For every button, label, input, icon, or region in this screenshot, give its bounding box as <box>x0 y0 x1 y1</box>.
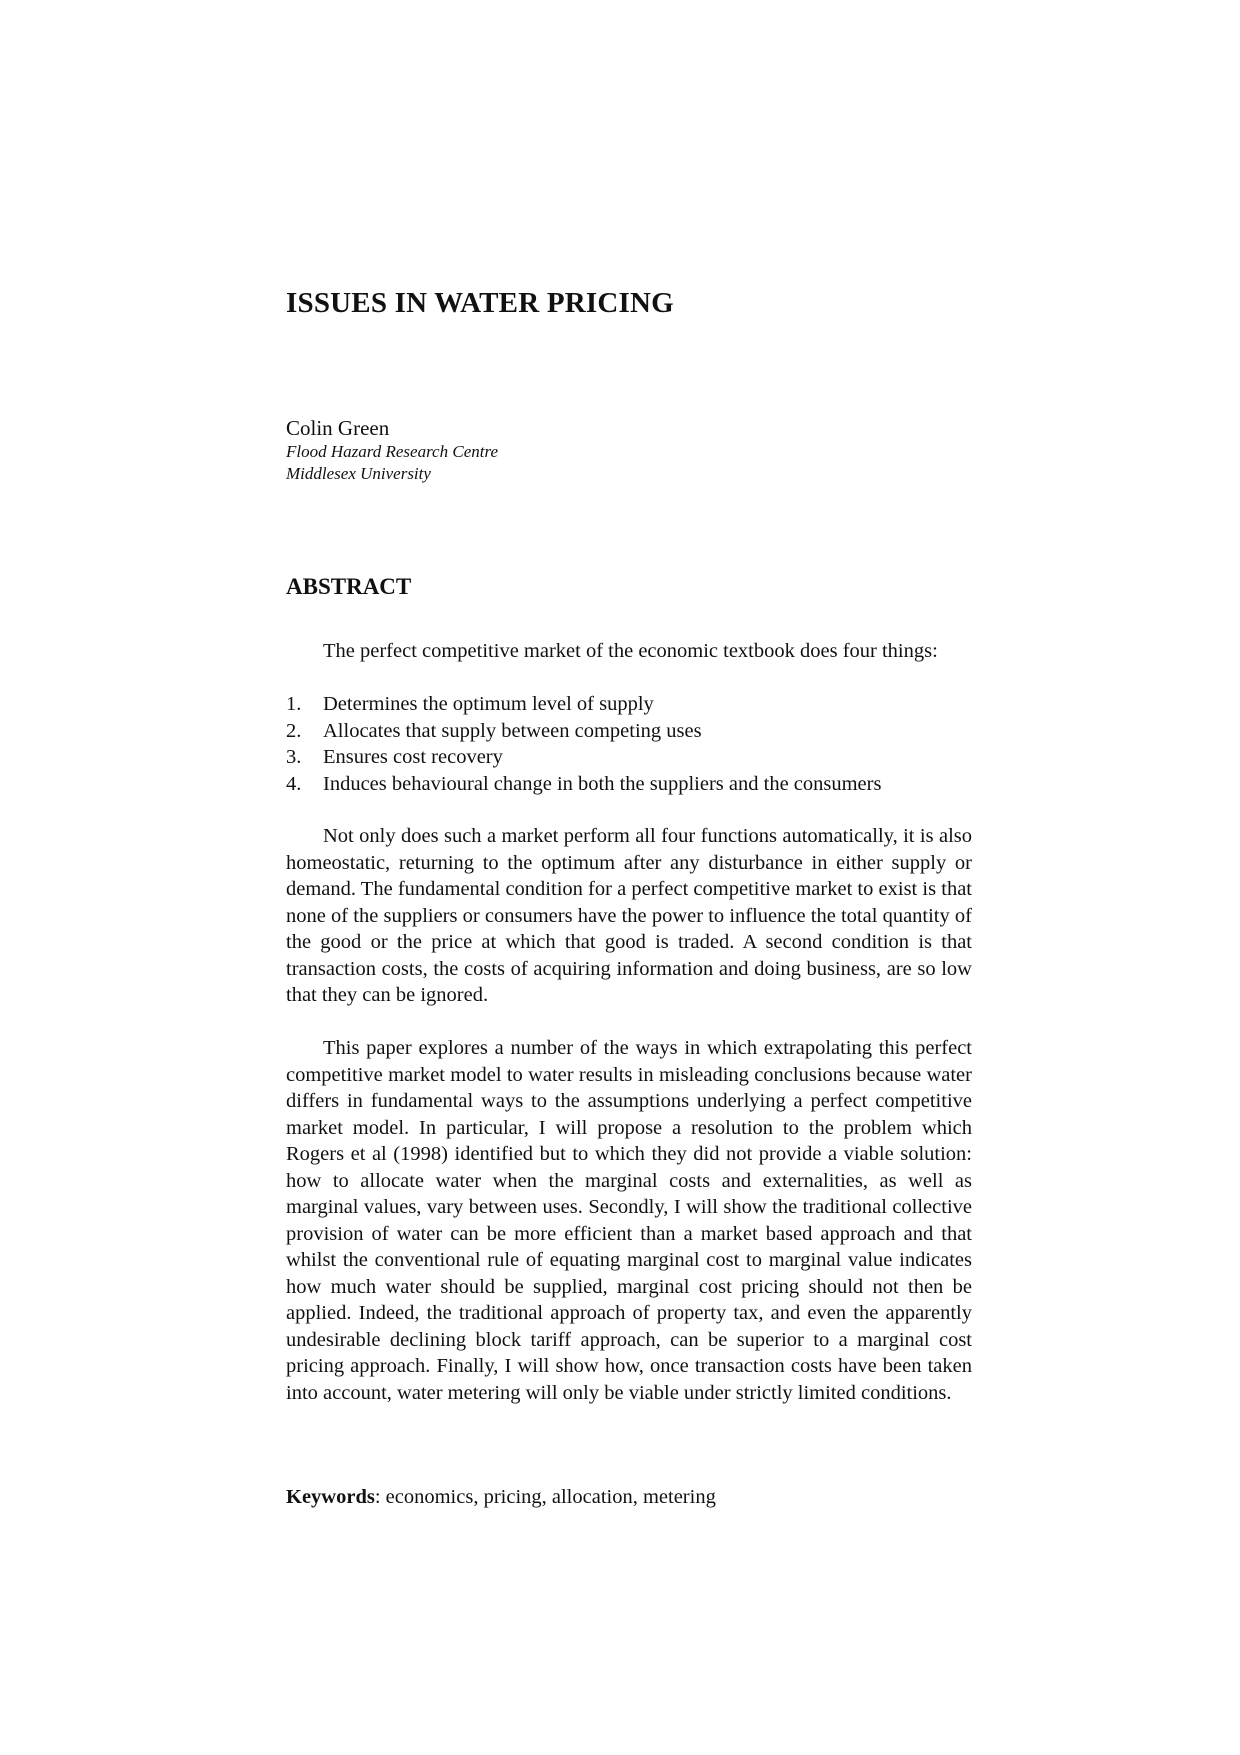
author-affiliation-university: Middlesex University <box>286 464 431 483</box>
list-item <box>286 718 972 745</box>
abstract-function-list <box>286 691 972 797</box>
keywords-line <box>286 1484 972 1511</box>
list-item-text: Ensures cost recovery <box>323 746 503 768</box>
keywords-values: economics, pricing, allocation, metering <box>385 1486 716 1508</box>
author-affiliation-centre: Flood Hazard Research Centre <box>286 442 498 461</box>
list-item-number: 1. <box>286 693 302 715</box>
list-item-number: 2. <box>286 719 302 742</box>
abstract-heading: ABSTRACT <box>286 574 412 599</box>
list-item-number: 3. <box>286 746 302 768</box>
list-item-number: 4. <box>286 772 302 795</box>
list-item <box>286 691 972 718</box>
abstract-paragraph-market-conditions: Not only does such a market perform all four functions automatically, it is also homeostatic, returning to the optimum after any disturbance in either supply or demand. The fundamental condition for a perfect competitive market to exist is that none of the suppliers or consumers have the power to influence the total quantity of the good or the price at which that good is traded. A second condition is that transaction costs, the costs of acquiring information and doing business, are so low that they can be ignored. <box>286 825 972 1006</box>
abstract-intro-paragraph: The perfect competitive market of the economic textbook does four things: <box>323 640 938 662</box>
list-item <box>286 771 972 798</box>
list-item <box>286 744 972 771</box>
author-name: Colin Green <box>286 416 390 440</box>
keywords-separator: : <box>374 1486 386 1508</box>
list-item-text: Determines the optimum level of supply <box>323 693 654 715</box>
list-item-text: Induces behavioural change in both the suppliers and the consumers <box>323 772 882 795</box>
keywords-label: Keywords <box>286 1486 375 1508</box>
paper-title: ISSUES IN WATER PRICING <box>286 287 674 319</box>
abstract-paragraph-paper-scope: This paper explores a number of the ways in which extrapolating this perfect competitive market model to water results in misleading conclusions because water differs in fundamental ways to the assumptions underlying a perfect competitive market model. In particular, I will propose a resolution to the problem which Rogers et al (1998) identified but to which they did not provide a viable solution: how to allocate water when the marginal costs and externalities, as well as marginal values, vary between uses. Secondly, I will show the traditional collective provision of water can be more efficient than a market based approach and that whilst the conventional rule of equating marginal cost to marginal value indicates how much water should be supplied, marginal cost pricing should not then be applied. Indeed, the traditional approach of property tax, and even the apparently undesirable declining block tariff approach, can be superior to a marginal cost pricing approach. Finally, I will show how, once transaction costs have been taken into account, water metering will only be viable under strictly limited conditions. <box>286 1037 972 1404</box>
list-item-text: Allocates that supply between competing uses <box>323 719 702 742</box>
